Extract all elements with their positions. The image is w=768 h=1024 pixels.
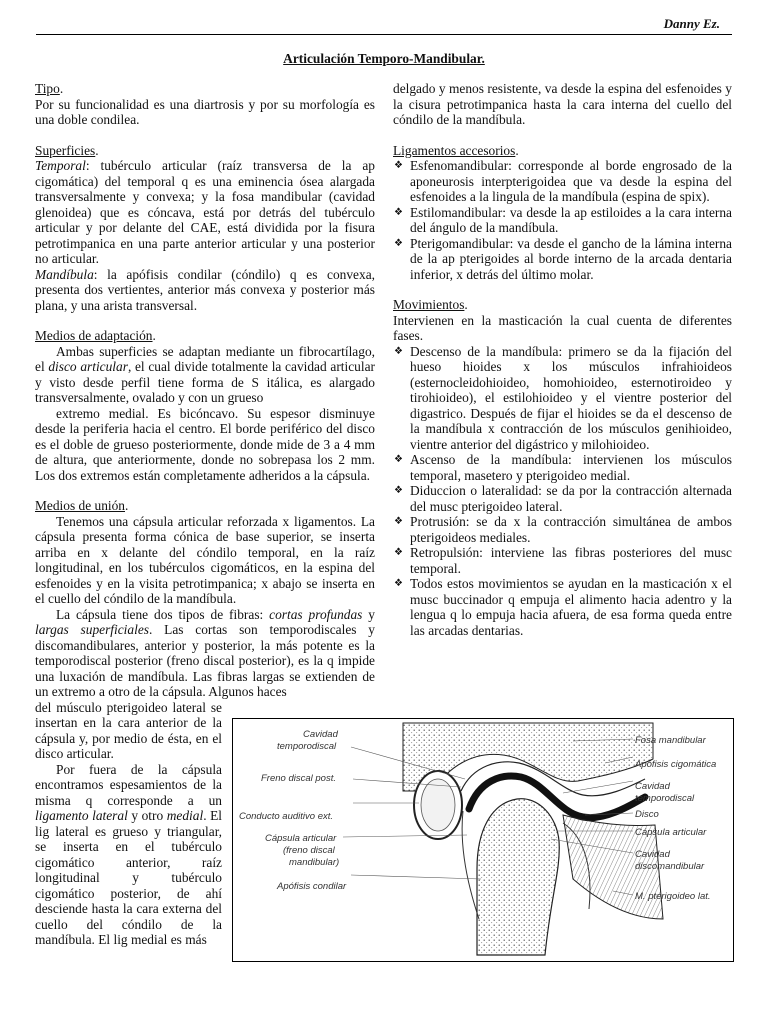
mandibula-text: : la apófisis condilar (cóndilo) q es convexa, presenta dos vertientes, anterior más convexa y posterior más plana, y una arista transversal.	[35, 266, 375, 313]
section-heading-movimientos: Movimientos	[393, 297, 465, 312]
header-author: Danny Ez.	[663, 16, 720, 31]
adaptacion-paragraph-1: Ambas superficies se adaptan mediante un fibrocartílago, el disco articular, el cual divide totalmente la cavidad articular y visto desde perfil tiene forma de S itálica, es alargado transversalmente, ovalado y con un grueso	[35, 343, 375, 405]
label-mandibular: mandibular)	[289, 857, 340, 868]
label-capsula-articular-left: Cápsula articular	[265, 833, 337, 844]
union-paragraph-1: Tenemos una cápsula articular reforzada x ligamentos. La cápsula presenta forma cónica de base superior, se inserta arriba en x delante del cóndilo temporal, en la raíz longitudinal, en los tubérculos cigomáticos, en la espina del esfenoides y en la visita petrotimpanica; x abajo se inserta en el cuello del cóndilo de la mandíbula.	[35, 513, 375, 606]
label-apofisis-condilar: Apófisis condilar	[277, 881, 347, 892]
movimiento-item: ❖ Todos estos movimientos se ayudan en la masticación x el musc buccinador q empuja el alimento hacia adentro y la lengua q lo empuja hacia afuera, de esa forma queda entre las arcadas dentarias.	[393, 576, 732, 638]
superficies-temporal	[35, 158, 375, 267]
mandibula-term: Mandíbula	[35, 266, 94, 282]
tmj-anatomy-figure	[232, 718, 734, 962]
section-heading-ligamentos: Ligamentos accesorios	[393, 142, 516, 158]
union-paragraph-2: La cápsula tiene dos tipos de fibras: cortas profundas y largas superficiales. Las cortas son temporodiscales y discomandibulares, anterior y posterior, la más potente es la temporodiscal posterior (freno discal posterior), es la q impide una luxación de mandíbula. Las fibras largas se extienden de un extremo a otro de la cápsula. Algunos haces	[35, 606, 376, 699]
ligamento-item: ❖ Pterigomandibular: va desde el gancho de la lámina interna de la ap pterigoides al borde interno de la arcada dentaria inferior, x detrás del último molar.	[393, 236, 732, 283]
section-heading-tipo: Tipo	[35, 81, 60, 96]
movimiento-item: ❖ Diduccion o lateralidad: se da por la contracción alternada del musc pterigoideo lateral.	[393, 483, 732, 514]
movimientos-intro: Intervienen en la masticación la cual cuenta de diferentes fases.	[393, 312, 732, 343]
movimiento-item: ❖ Ascenso de la mandíbula: intervienen los músculos temporal, masetero y pterigoideo medial.	[393, 452, 732, 483]
tipo-text: Por su funcionalidad es una diartrosis y por su morfología es una doble condilea.	[35, 96, 375, 127]
label-capsula-articular-right: Cápsula articular	[635, 827, 707, 838]
section-heading-adaptacion: Medios de adaptación	[35, 328, 153, 343]
label-apofisis-cigomatica: Apófisis cigomática	[635, 759, 717, 770]
largas-superficiales-term: largas superficiales	[35, 622, 149, 637]
union-paragraph-3: del músculo pterigoideo lateral se insertan en la cara anterior de la cápsula y, por medio de ésta, en el disco articular.	[35, 699, 222, 761]
continuation-text: delgado y menos resistente, va desde la espina del esfenoides y la cisura petrotimpanica hasta la cara interna del cuello del cóndilo de la mandíbula.	[393, 81, 732, 127]
label-freno-discal: (freno discal	[283, 845, 335, 856]
ligamento-item: ❖ Estilomandibular: va desde la ap estiloides a la cara interna del ángulo de la mandíbula.	[393, 205, 732, 236]
label-discomandibular: discomandibular	[635, 861, 705, 872]
document-title: Articulación Temporo-Mandibular.	[283, 51, 485, 66]
union-paragraph-4: Por fuera de la cápsula encontramos espesamientos de la misma q corresponde a un ligamento lateral y otro medial. El lig lateral es grueso y triangular, se inserta en el tubérculo cigomático anterior, raíz longitudinal y tubérculo cigomático posterior, de ahí desciende hasta la cara externa del cuello del cóndilo de la mandíbula. El lig medial es más	[35, 761, 222, 947]
tmj-anatomy-illustration	[233, 719, 733, 961]
section-heading-union: Medios de unión	[35, 498, 126, 513]
movimiento-item: ❖ Descenso de la mandíbula: primero se da la fijación del hueso hioides x los músculos infrahioideos (esternocleidohioideo, homohioideo, esternotiroideo y tirohioideo), el estilohioideo y el vientre posterior del digastrico. Después de fijar el hioides se da el descenso de la mandíbula x contracción de los músculos genihioideo, vientre anterior del digástrico y milohioideo.	[393, 344, 732, 453]
header-rule	[36, 34, 732, 35]
label-cavidad-2: Cavidad	[635, 781, 670, 792]
adaptacion-paragraph-2: extremo medial. Es bicóncavo. Su espesor disminuye desde la periferia hacia el centro. El borde periférico del disco es el doble de grueso posteriormente, donde mide de 3 a 4 mm de altura, que anteriormente, donde no sobrepasa los 2 mm. Los dos extremos están completamente adheridos a la cápsula.	[35, 405, 375, 483]
ligamento-item: ❖ Esfenomandibular: corresponde al borde engrosado de la aponeurosis interpterigoidea que va desde la espina del esfenoides a la lingula de la mandíbula (espina de spix).	[393, 158, 732, 205]
section-heading-superficies: Superficies	[35, 142, 96, 158]
label-pterigoideo-lat: M. pterigoideo lat.	[635, 891, 711, 902]
label-fosa-mandibular: Fosa mandibular	[635, 735, 706, 746]
temporal-text: : tubérculo articular (raíz transversa de la ap cigomática) del temporal q es una eminencia ósea alargada transversalmente y convexa; y la fosa mandibular (cavidad glenoidea) que es cóncava, está por detrás del tubérculo articular y por delante del CAE, está dividida por la fisura petrotimpanica en una parte anterior articular y una posterior no articular.	[35, 158, 375, 266]
cortas-profundas-term: cortas profundas	[269, 606, 363, 622]
movimiento-item: ❖ Protrusión: se da x la contracción simultánea de ambos pterigoideos mediales.	[393, 514, 732, 545]
label-temporodiscal-1: temporodiscal	[277, 741, 337, 752]
disco-articular-term: disco articular	[48, 359, 128, 374]
label-freno-discal-post: Freno discal post.	[261, 773, 336, 784]
left-column: Tipo. Por su funcionalidad es una diartrosis y por su morfología es una doble condilea. Superficies. Temporal: tubérculo articular (raíz transversa de la ap cigomática) del temporal q es una eminencia ósea alargada transversalmente y convexa; y la fosa mandibular (cavidad glenoidea) que es cóncava, está por detrás del tubérculo articular y por delante del CAE, está dividida por la fisura petrotimpanica en una parte anterior articular y una posterior no articular. Mandíbula: la apófisis condilar (cóndilo) q es convexa, presenta dos vertientes, anterior más convexa y posterior más plana, y una arista transversal. Medios de adaptación. Ambas superficies se adaptan mediante un fibrocartílago, el disco articular, el cual divide totalmente la cavidad articular y visto desde perfil tiene forma de S itálica, es alargado transversalmente, ovalado y con un grueso extremo medial. Es bicóncavo. Su espesor disminuye desde la periferia hacia el centro. El borde periférico del disco es el doble de grueso posteriormente, donde mide de 3 a 4 mm de altura, que anteriormente, donde no sobrepasa los 2 mm. Los dos extremos están completamente adheridos a la cápsula. Medios de unión. Tenemos una cápsula articular reforzada x ligamentos. La cápsula presenta forma cónica de base superior, se inserta arriba en x delante del cóndilo temporal, en la raíz longitudinal, en los tubérculos cigomáticos, en la espina del esfenoides y en la visita petrotimpanica; x abajo se inserta en el cuello del cóndilo de la mandíbula. La cápsula tiene dos tipos de fibras: cortas profundas y largas superficiales. Las cortas son temporodiscales y discomandibulares, anterior y posterior, la más potente es la temporodiscal posterior (freno discal posterior), es la q impide una luxación de mandíbula. Las fibras largas se extienden de un extremo a otro de la cápsula. Algunos haces del músculo pterigoideo lateral se insertan en la cara anterior de la cápsula y, por medio de ésta, en el disco articular. Por fuera de la cápsula encontramos espesamientos de la misma q corresponde a un ligamento lateral y otro medial. El lig lateral es grueso y triangular, se inserta en el tubérculo cigomático anterior, raíz longitudinal y tubérculo cigomático posterior, de ahí desciende hasta la cara externa del cuello del cóndilo de la mandíbula. El lig medial es más	[35, 81, 376, 947]
label-cavidad-1: Cavidad	[303, 729, 338, 740]
label-conducto-auditivo: Conducto auditivo ext.	[239, 811, 334, 822]
temporal-term: Temporal	[35, 158, 86, 173]
ligamento-lateral-term: ligamento lateral	[35, 808, 128, 823]
superficies-mandibula	[35, 267, 375, 314]
label-temporodiscal-2: temporodiscal	[635, 793, 695, 804]
movimiento-item: ❖ Retropulsión: interviene las fibras posteriores del musc temporal.	[393, 545, 732, 576]
mandibular-condyle	[477, 799, 559, 955]
label-cavidad-3: Cavidad	[635, 849, 670, 860]
right-column: delgado y menos resistente, va desde la espina del esfenoides y la cisura petrotimpanica hasta la cara interna del cuello del cóndilo de la mandíbula. Ligamentos accesorios. ❖ Esfenomandibular: corresponde al borde engrosado de la aponeurosis interpterigoidea que va desde la espina del esfenoides a la lingula de la mandíbula (espina de spix). ❖ Estilomandibular: va desde la ap estiloides a la cara interna del ángulo de la mandíbula. ❖ Pterigomandibular: va desde el gancho de la lámina interna de la ap pterigoides al borde interno de la arcada dentaria inferior, x detrás del último molar. Movimientos. Intervienen en la masticación la cual cuenta de diferentes fases. ❖ Descenso de la mandíbula: primero se da la fijación del hueso hioides x los músculos infrahioideos (esternocleidohioideo, homohioideo, esternotiroideo y tirohioideo), el estilohioideo y el vientre posterior del digastrico. Después de fijar el hioides se da el descenso de la mandíbula x contracción de los músculos genihioideo, vientre anterior del digástrico y milohioideo. ❖ Ascenso de la mandíbula: intervienen los músculos temporal, masetero y pterigoideo medial. ❖ Diduccion o lateralidad: se da por la contracción alternada del musc pterigoideo lateral. ❖ Protrusión: se da x la contracción simultánea de ambos pterigoideos mediales. ❖ Retropulsión: interviene las fibras posteriores del musc temporal. ❖ Todos estos movimientos se ayudan en la masticación x el musc buccinador q empuja el alimento hacia adentro y la lengua q lo empuja hacia afuera, de esa forma queda entre las arcadas dentarias.	[393, 81, 732, 638]
label-disco: Disco	[635, 809, 659, 820]
medial-term: medial	[166, 808, 204, 823]
